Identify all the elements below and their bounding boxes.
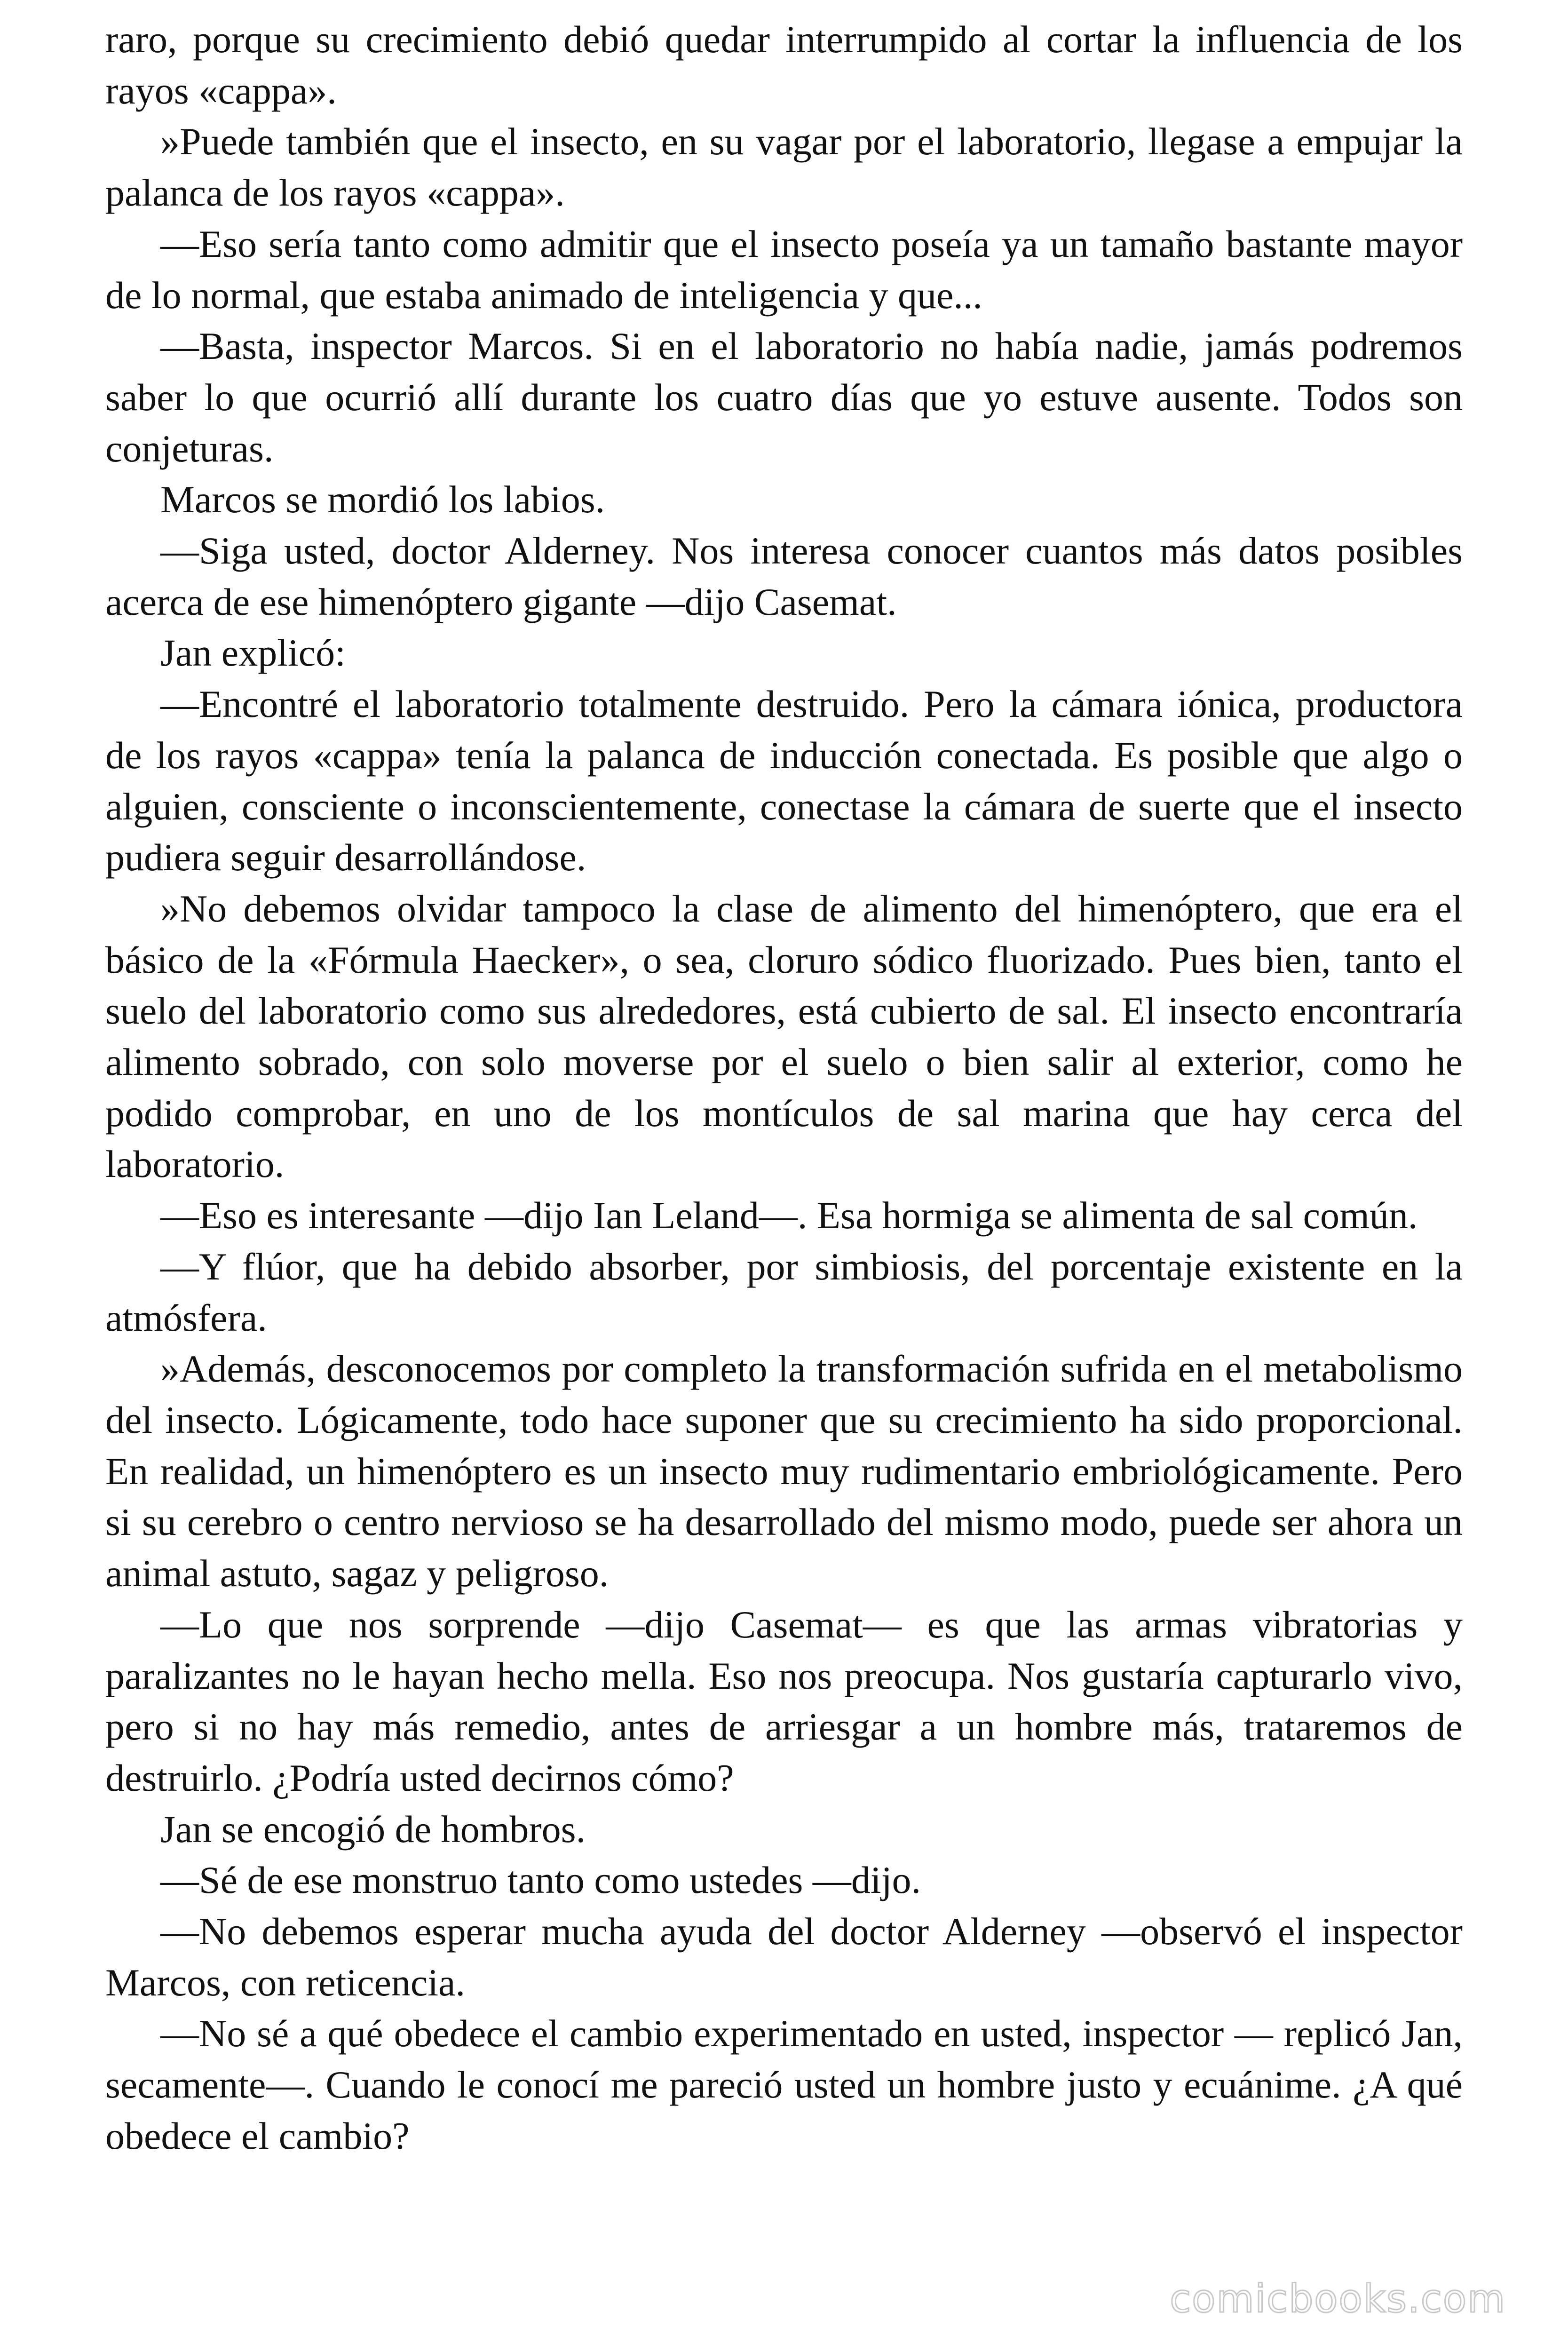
- paragraph: raro, porque su crecimiento debió quedar interrumpido al cortar la influencia de los rayos «cappa».: [105, 18, 1463, 112]
- paragraph: Jan se encogió de hombros.: [160, 1807, 586, 1851]
- paragraph: »No debemos olvidar tampoco la clase de alimento del himenóptero, que era el básico de la «Fórmula Haecker», o sea, cloruro sódico fluorizado. Pues bien, tanto el suelo del laboratorio como sus alrededores, está cubierto de sal. El insecto encontraría alimento sobrado, con solo moverse por el suelo o bien salir al exterior, como he podido comprobar, en uno de los montículos de sal marina que hay cerca del laboratorio.: [105, 887, 1463, 1186]
- paragraph: »Además, desconocemos por completo la transformación sufrida en el metabolismo del insecto. Lógicamente, todo hace suponer que su crecimiento ha sido proporcional. En realidad, un himenóptero es un insecto muy rudimentario embriológicamente. Pero si su cerebro o centro nervioso se ha desarrollado del mismo modo, puede ser ahora un animal astuto, sagaz y peligroso.: [105, 1347, 1463, 1595]
- paragraph: —Sé de ese monstruo tanto como ustedes —dijo.: [160, 1859, 921, 1902]
- paragraph: »Puede también que el insecto, en su vagar por el laboratorio, llegase a empujar la palanca de los rayos «cappa».: [105, 120, 1463, 215]
- paragraph: —Eso es interesante —dijo Ian Leland—. Esa hormiga se alimenta de sal común.: [160, 1194, 1418, 1237]
- paragraph: —Lo que nos sorprende —dijo Casemat— es que las armas vibratorias y paralizantes no le hayan hecho mella. Eso nos preocupa. Nos gustaría capturarlo vivo, pero si no hay más remedio, antes de arriesgar a un hombre más, trataremos de destruirlo. ¿Podría usted decirnos cómo?: [105, 1603, 1463, 1799]
- paragraph: —Encontré el laboratorio totalmente destruido. Pero la cámara iónica, productora de los rayos «cappa» tenía la palanca de inducción conectada. Es posible que algo o alguien, consciente o inconscientemente, conectase la cámara de suerte que el insecto pudiera seguir desarrollándose.: [105, 683, 1463, 879]
- paragraph: —Basta, inspector Marcos. Si en el laboratorio no había nadie, jamás podremos saber lo que ocurrió allí durante los cuatro días que yo estuve ausente. Todos son conjeturas.: [105, 325, 1463, 470]
- paragraph: —Siga usted, doctor Alderney. Nos interesa conocer cuantos más datos posibles acerca de ese himenóptero gigante —dijo Casemat.: [105, 529, 1463, 623]
- body-text: [105, 14, 1463, 2162]
- paragraph: —Eso sería tanto como admitir que el insecto poseía ya un tamaño bastante mayor de lo normal, que estaba animado de inteligencia y que...: [105, 222, 1463, 317]
- paragraph: —Y flúor, que ha debido absorber, por simbiosis, del porcentaje existente en la atmósfera.: [105, 1245, 1463, 1339]
- watermark-text: comicbooks.com: [1170, 2277, 1506, 2321]
- paragraph: —No sé a qué obedece el cambio experimentado en usted, inspector — replicó Jan, secamente—. Cuando le conocí me pareció usted un hombre justo y ecuánime. ¿A qué obedece el cambio?: [105, 2012, 1463, 2157]
- paragraph: —No debemos esperar mucha ayuda del doctor Alderney —observó el inspector Marcos, con reticencia.: [105, 1910, 1463, 2004]
- paragraph: Marcos se mordió los labios.: [160, 478, 605, 521]
- paragraph: Jan explicó:: [160, 631, 346, 675]
